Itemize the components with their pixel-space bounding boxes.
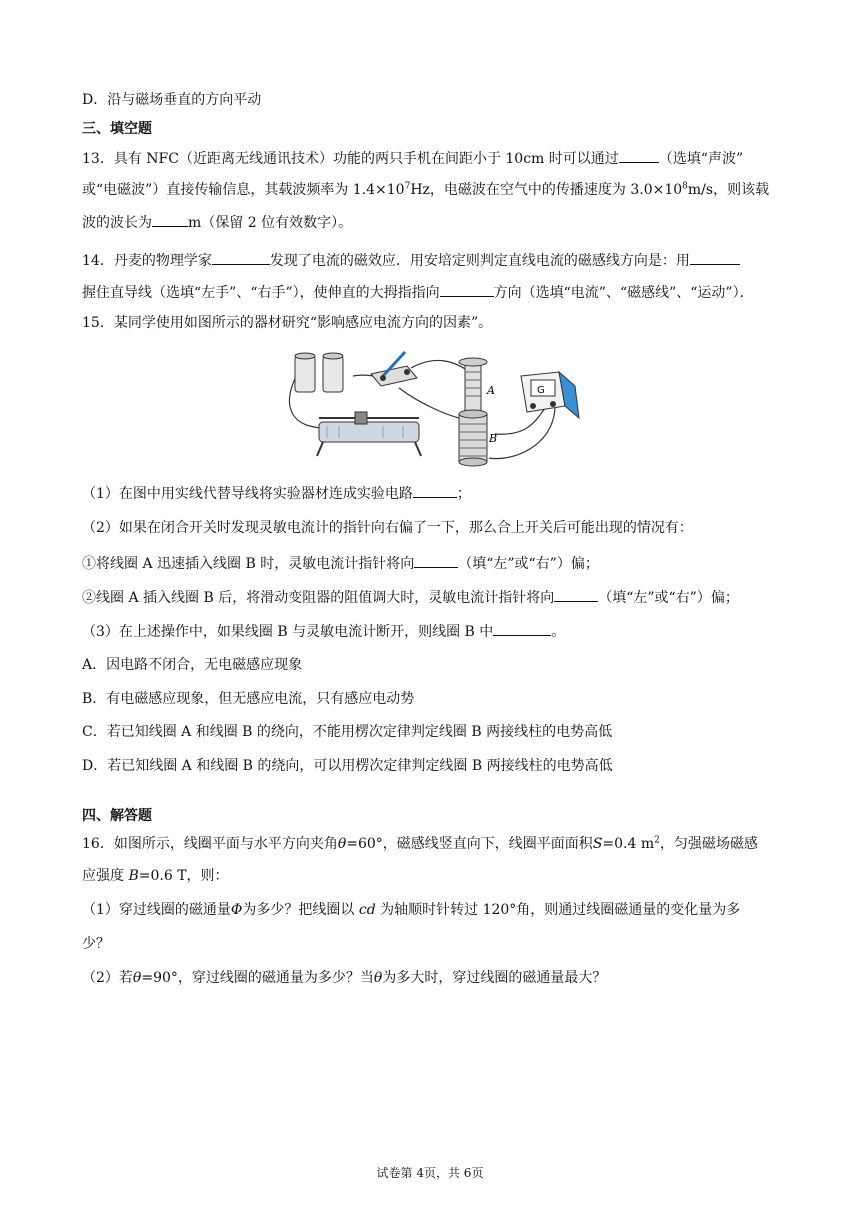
galvanometer — [521, 372, 579, 418]
galvanometer-label: G — [537, 385, 545, 396]
question-14-line1: 14．丹麦的物理学家 发现了电流的磁效应．用安培定则判定直线电流的磁感线方向是：用 — [82, 250, 740, 271]
label-coil-a: A — [487, 384, 495, 397]
coil-a — [459, 358, 495, 412]
question-13-line3: 波的波长为 m（保留 2 位有效数字）。 — [82, 212, 352, 233]
answer-blank — [440, 282, 494, 297]
question-16-line2: 应强度 B=0.6 T，则： — [82, 868, 229, 884]
wire — [489, 408, 555, 459]
option-a: A．因电路不闭合，无电磁感应现象 — [82, 657, 303, 673]
question-14-line2: 握住直导线（选填“左手”、“右手”），使伸直的大拇指指向 方向（选填“电流”、“磁感线”、“运动”）． — [82, 282, 754, 303]
wire — [495, 408, 545, 434]
answer-blank — [413, 483, 457, 498]
section-fill-in-heading: 三、填空题 — [82, 121, 152, 137]
answer-blank — [690, 250, 740, 265]
question-15-part2-i: ①将线圈 A 迅速插入线圈 B 时，灵敏电流计指针将向 （填“左”或“右”）偏； — [82, 553, 599, 574]
section-answer-heading: 四、解答题 — [82, 808, 152, 824]
question-15-stem: 15．某同学使用如图所示的器材研究“影响感应电流方向的因素”。 — [82, 315, 493, 331]
answer-blank — [212, 250, 270, 265]
question-16-part1-line2: 少？ — [82, 936, 110, 952]
question-15-part1: （1）在图中用实线代替导线将实验器材连成实验电路 ； — [82, 483, 471, 504]
coil-b — [459, 410, 497, 466]
option-b: B．有电磁感应现象，但无感应电流，只有感应电动势 — [82, 691, 415, 707]
sliding-rheostat — [317, 412, 421, 456]
question-16-line1: 16．如图所示，线圈平面与水平方向夹角θ=60°，磁感线竖直向下，线圈平面面积S=0.4 $m^2$，匀强磁场磁感 — [82, 835, 758, 852]
answer-blank — [619, 148, 659, 163]
answer-blank — [152, 212, 188, 227]
option-c: C．若已知线圈 A 和线圈 B 的绕向，不能用楞次定律判定线圈 B 两接线柱的电势高低 — [82, 724, 613, 740]
question-13-line2: 或“电磁波”）直接传输信息，其载波频率为 $1.4\times 10^7Hz$，电磁波在空气中的传播速度为 $3.0\times 10^8m/s$，则该载 — [82, 181, 770, 198]
question-16-part2: （2）若θ=90°，穿过线圈的磁通量为多少？当θ为多大时，穿过线圈的磁通量最大？ — [82, 970, 607, 986]
question-13-line1: 13．具有 NFC（近距离无线通讯技术）功能的两只手机在间距小于 10cm 时可以通过 （选填“声波” — [82, 148, 743, 169]
option-d-q12: D．沿与磁场垂直的方向平动 — [82, 92, 262, 108]
answer-blank — [493, 621, 551, 636]
option-d: D．若已知线圈 A 和线圈 B 的绕向，可以用楞次定律判定线圈 B 两接线柱的电势高低 — [82, 758, 613, 774]
answer-blank — [554, 587, 598, 602]
question-15-part3: （3）在上述操作中，如果线圈 B 与灵敏电流计断开，则线圈 B 中 。 — [82, 621, 565, 642]
question-16-part1-line1: （1）穿过线圈的磁通量Φ为多少？把线圈以 cd 为轴顺时针转过 120°角，则通过线圈磁通量的变化量为多 — [82, 902, 741, 918]
battery-cells — [295, 353, 343, 392]
switch — [371, 352, 417, 386]
label-coil-b: B — [489, 432, 498, 445]
question-15-part2-ii: ②线圈 A 插入线圈 B 后，将滑动变阻器的阻值调大时，灵敏电流计指针将向 （填“左”或“右”）偏； — [82, 587, 739, 608]
page-footer: 试卷第 4页，共 6页 — [376, 1166, 484, 1180]
question-15-part2: （2）如果在闭合开关时发现灵敏电流计的指针向右偏了一下，那么合上开关后可能出现的情况有： — [82, 520, 693, 536]
circuit-apparatus-figure — [283, 346, 583, 470]
answer-blank — [414, 553, 458, 568]
